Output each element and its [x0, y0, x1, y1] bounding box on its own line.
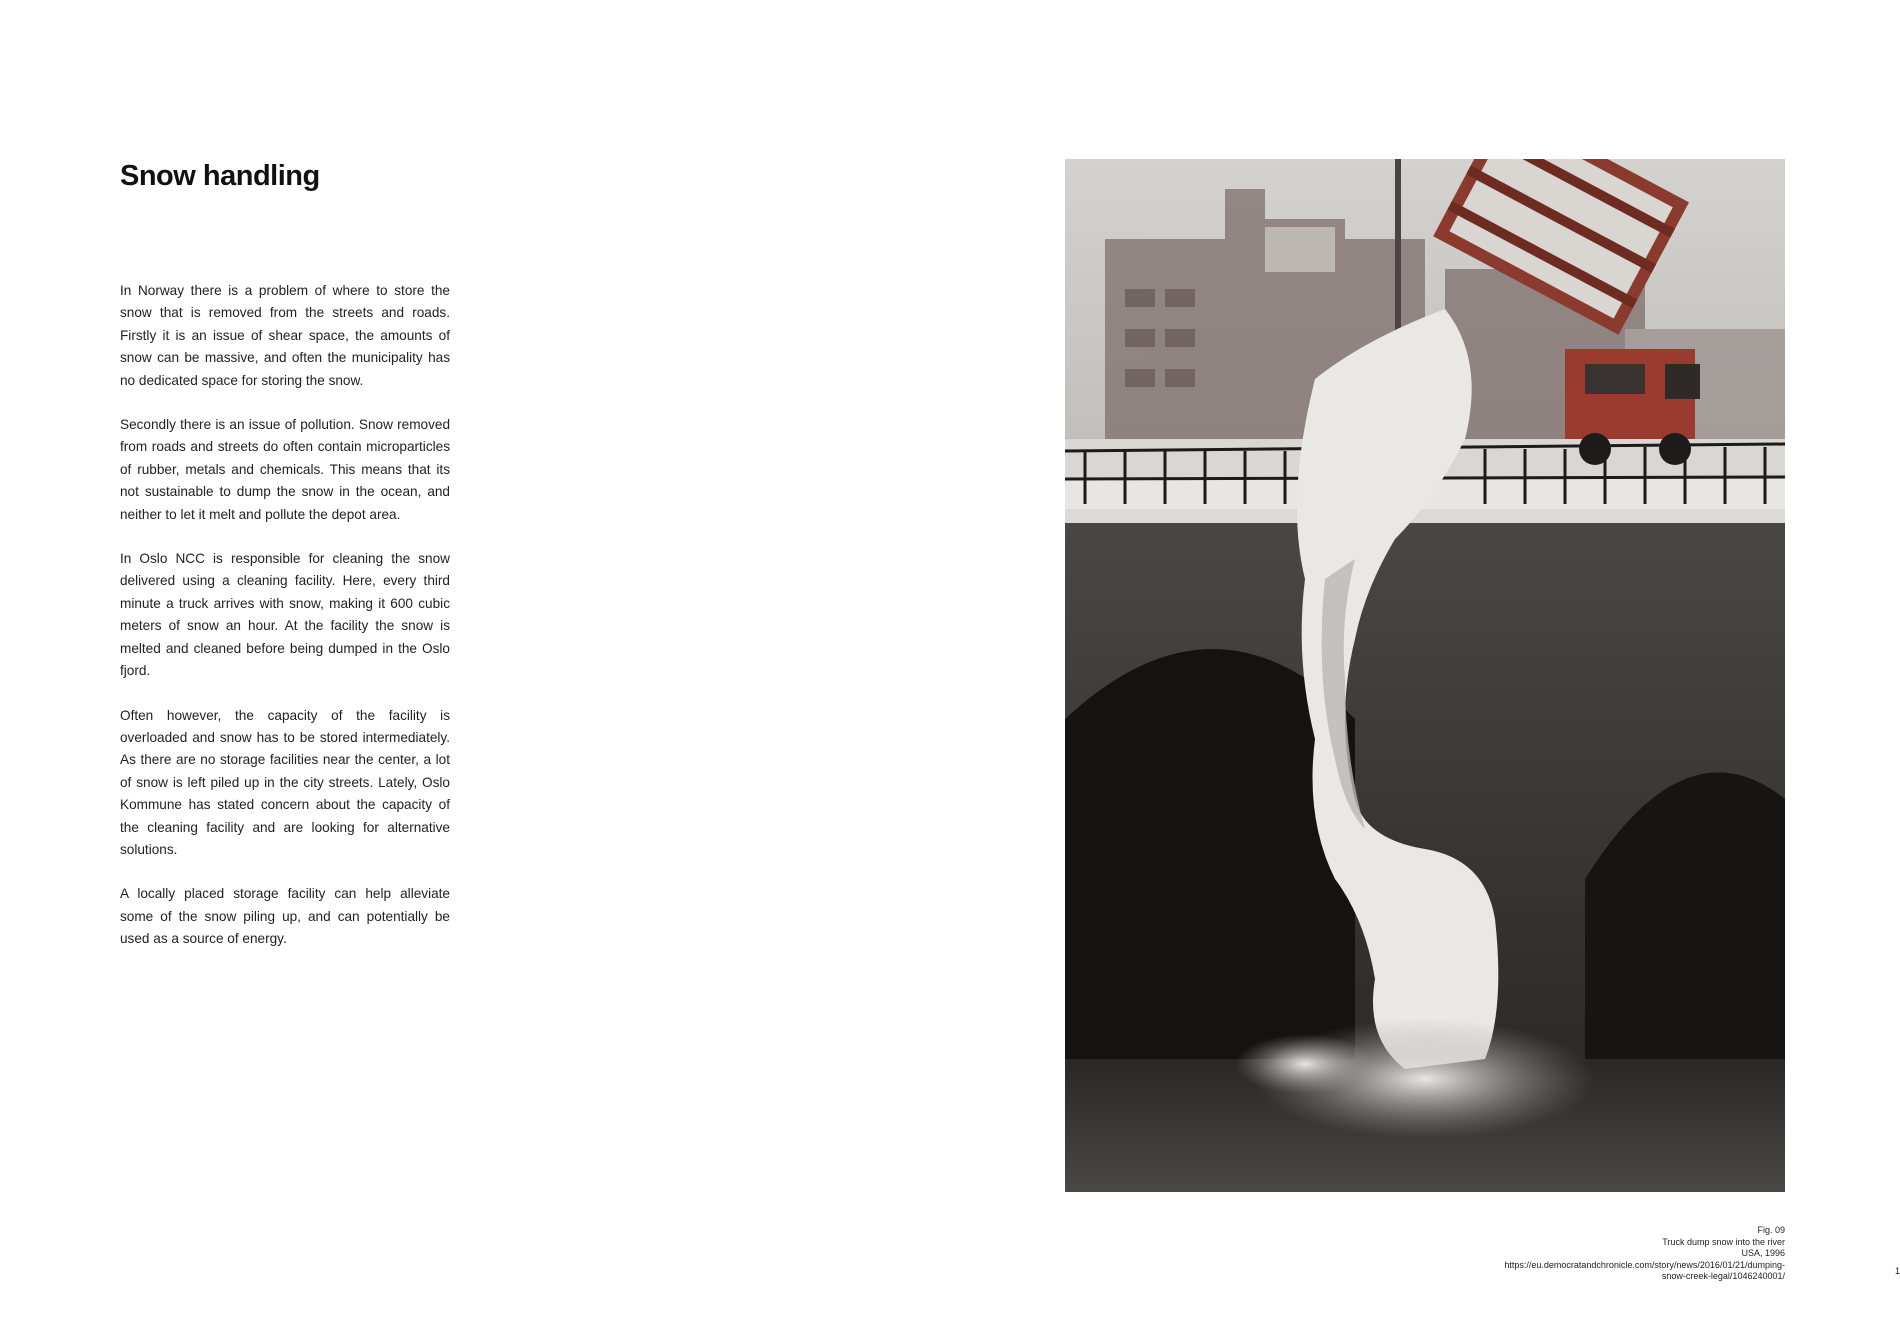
- caption-source-link[interactable]: https://eu.democratandchronicle.com/story/news/2016/01/21/dumping-: [1504, 1259, 1785, 1270]
- paragraph: Secondly there is an issue of pollution. Snow removed from roads and streets do often contain microparticles of rubber, metals and chemicals. This means that its not sustainable to dump the snow in the ocean, and neither to let it melt and pollute the depot area.: [120, 417, 450, 522]
- paragraph: In Oslo NCC is responsible for cleaning the snow delivered using a cleaning facility. Here, every third minute a truck arrives with snow, making it 600 cubic meters of snow an hour. At the facility the snow is melted and cleaned before being dumped in the Oslo fjord.: [120, 551, 450, 679]
- paragraph: Often however, the capacity of the facility is overloaded and snow has to be stored intermediately. As there are no storage facilities near the center, a lot of snow is left piled up in the city streets. Lately, Oslo Kommune has stated concern about the capacity of the cleaning facility and are looking for alternative solutions.: [120, 707, 450, 857]
- bridge-top-snow: [1065, 509, 1785, 523]
- figure-photo: [1065, 159, 1785, 1192]
- caption-title: Truck dump snow into the river: [1662, 1236, 1785, 1247]
- figure-caption: [1365, 1225, 1785, 1283]
- page-title: Snow handling: [120, 160, 320, 192]
- page-number: 1: [1895, 1266, 1900, 1276]
- caption-location-year: USA, 1996: [1741, 1248, 1785, 1258]
- building-sign: [1265, 227, 1335, 272]
- water-splash: [1235, 1034, 1375, 1094]
- caption-source-link[interactable]: snow-creek-legal/1046240001/: [1661, 1271, 1785, 1281]
- caption-figure-number: Fig. 09: [1757, 1225, 1785, 1235]
- paragraph: In Norway there is a problem of where to store the snow that is removed from the streets and roads. Firstly it is an issue of shear space, the amounts of snow can be massive, and often the municipality has no dedicated space for storing the snow.: [120, 283, 450, 388]
- paragraph: A locally placed storage facility can help alleviate some of the snow piling up, and can potentially be used as a source of energy.: [120, 886, 450, 947]
- body-text: [120, 280, 450, 973]
